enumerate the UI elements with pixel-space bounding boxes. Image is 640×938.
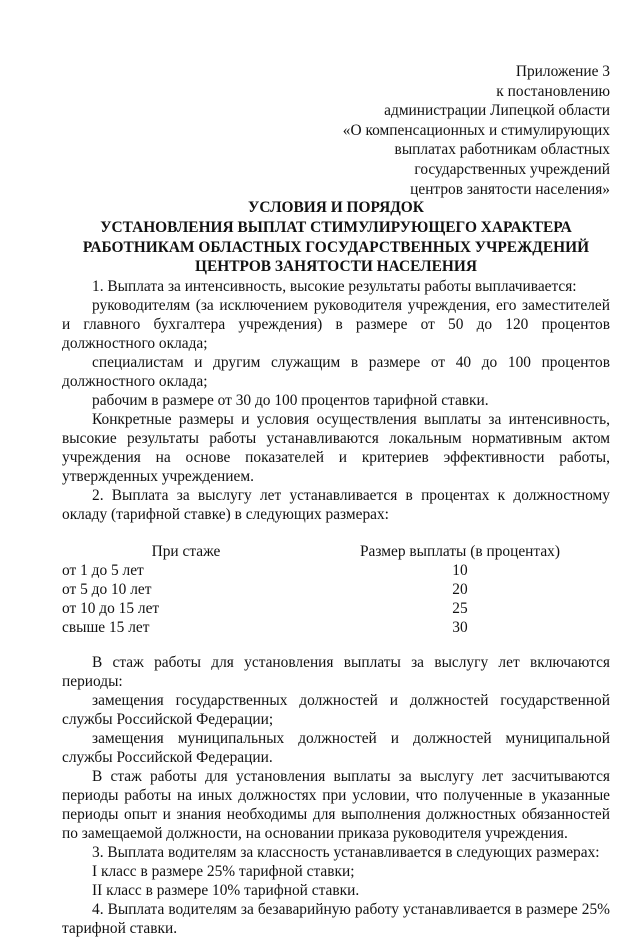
- appendix-line: Приложение 3: [515, 63, 610, 80]
- paragraph: Конкретные размеры и условия осуществления выплаты за интенсивность, высокие результаты работы устанавливаются локальным нормативным актом учреждения на основе показателей и критериев эффективности работы, утвержденных учреждением.: [62, 411, 610, 485]
- table-row: [62, 561, 610, 580]
- paragraph: специалистам и другим служащим в размере от 40 до 100 процентов должностного оклада;: [62, 354, 610, 390]
- table-row: [62, 618, 610, 637]
- paragraph: В стаж работы для установления выплаты за выслугу лет засчитываются периоды работы на иных должностях при условии, что полученные в указанные периоды опыт и знания необходимы для выполнения должностных обязанностей по замещаемой должности, на основании приказа руководителя учреждения.: [62, 768, 610, 842]
- table-cell-percent: 25: [452, 600, 468, 617]
- document-body: [62, 277, 610, 938]
- paragraph: 1. Выплата за интенсивность, высокие результаты работы выплачивается:: [92, 278, 577, 295]
- appendix-line: выплатах работникам областных: [394, 141, 610, 159]
- paragraph: замещения муниципальных должностей и должностей муниципальной службы Российской Федерации.: [62, 730, 610, 766]
- paragraph: рабочим в размере от 30 до 100 процентов тарифной ставки.: [92, 392, 489, 409]
- paragraph: руководителям (за исключением руководителя учреждения, его заместителей и главного бухгалтера учреждения) в размере от 50 до 120 процентов должностного оклада;: [62, 297, 610, 352]
- paragraph: I класс в размере 25% тарифной ставки;: [92, 863, 355, 880]
- table-cell-experience: от 5 до 10 лет: [62, 581, 152, 598]
- table-cell-percent: 10: [452, 562, 468, 579]
- appendix-line: центров занятости населения»: [410, 180, 610, 198]
- table-cell-experience: от 1 до 5 лет: [62, 562, 144, 579]
- table-cell-percent: 20: [452, 581, 468, 598]
- appendix-line: государственных учреждений: [414, 160, 610, 178]
- table-header-experience: При стаже: [151, 543, 221, 560]
- appendix-line: администрации Липецкой области: [384, 102, 610, 120]
- paragraph: В стаж работы для установления выплаты за выслугу лет включаются периоды:: [62, 654, 610, 690]
- table-cell-percent: 30: [452, 619, 468, 636]
- table-header-payment: Размер выплаты (в процентах): [360, 543, 560, 560]
- table-row: [62, 580, 610, 599]
- title-line: РАБОТНИКАМ ОБЛАСТНЫХ ГОСУДАРСТВЕННЫХ УЧРЕЖДЕНИЙ: [82, 238, 590, 256]
- appendix-line: «О компенсационных и стимулирующих: [342, 121, 610, 139]
- paragraph: 2. Выплата за выслугу лет устанавливается в процентах к должностному окладу (тарифной ставке) в следующих размерах:: [62, 487, 610, 523]
- appendix-header: [290, 62, 610, 199]
- table-header-row: [62, 542, 610, 561]
- title-line: УСЛОВИЯ И ПОРЯДОК: [248, 199, 424, 216]
- table-cell-experience: от 10 до 15 лет: [62, 600, 160, 617]
- title-line: ЦЕНТРОВ ЗАНЯТОСТИ НАСЕЛЕНИЯ: [195, 258, 477, 276]
- paragraph: 3. Выплата водителям за классность устанавливается в следующих размерах:: [92, 844, 600, 861]
- appendix-line: к постановлению: [496, 82, 610, 100]
- title-line: УСТАНОВЛЕНИЯ ВЫПЛАТ СТИМУЛИРУЮЩЕГО ХАРАКТЕРА: [100, 218, 572, 236]
- paragraph: замещения государственных должностей и должностей государственной службы Российской Федерации;: [62, 692, 610, 728]
- table-cell-experience: свыше 15 лет: [62, 619, 150, 636]
- seniority-table: [62, 542, 610, 637]
- document-title: [62, 198, 610, 277]
- table-row: [62, 599, 610, 618]
- paragraph: 4. Выплата водителям за безаварийную работу устанавливается в размере 25% тарифной ставки.: [62, 901, 610, 937]
- paragraph: II класс в размере 10% тарифной ставки.: [92, 882, 360, 899]
